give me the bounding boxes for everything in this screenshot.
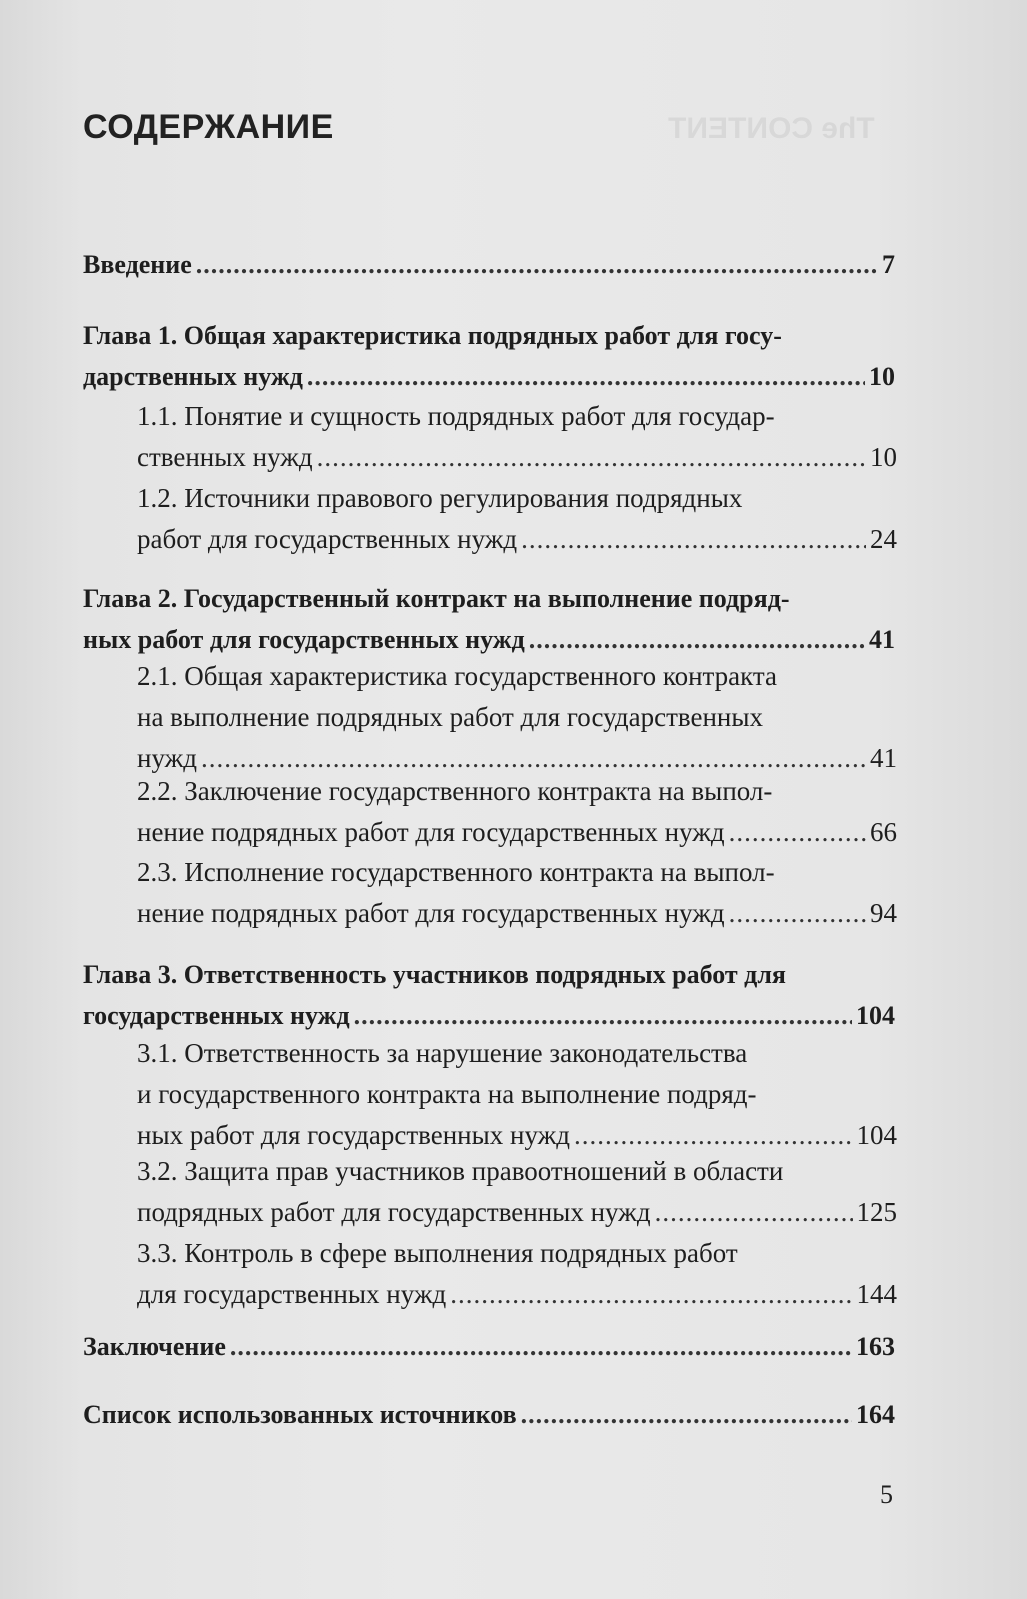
toc-entry-text: 2.2. Заключение государственного контракта на выпол- [137,776,773,806]
toc-entry-text: Глава 3. Ответственность участников подрядных работ для [83,960,786,989]
toc-entry-line [137,1233,897,1274]
dot-leader [521,519,866,560]
toc-chapter-entry [83,578,895,660]
toc-chapter-entry [83,1326,895,1367]
toc-page-number: 66 [870,817,897,847]
toc-entry-line [137,812,897,853]
page-number: 5 [880,1480,893,1509]
toc-section-entry [137,852,897,934]
toc-entry-line [137,519,897,560]
toc-entry-text: Глава 1. Общая характеристика подрядных работ для госу- [83,321,782,350]
toc-entry-line [137,852,897,893]
toc-page-number: 125 [856,1197,897,1227]
toc-page-number: 104 [856,1001,895,1030]
toc-entry-line [83,315,895,356]
toc-chapter-entry [83,244,895,285]
toc-section-entry [137,656,897,779]
toc-chapter-entry [83,954,895,1036]
toc-entry-text: для государственных нужд [137,1279,447,1309]
toc-entry-line [83,619,895,660]
toc-entry-text: подрядных работ для государственных нужд [137,1197,651,1227]
toc-entry-text: дарственных нужд [83,362,303,391]
toc-section-entry [137,478,897,560]
toc-entry-text: Введение [83,250,192,279]
toc-page-number: 10 [869,362,895,391]
toc-section-entry [137,771,897,853]
toc-entry-line [137,478,897,519]
toc-entry-text: 2.3. Исполнение государственного контракта на выпол- [137,857,775,887]
toc-entry-line [83,244,895,285]
toc-entry-text: 3.1. Ответственность за нарушение законодательства [137,1038,748,1068]
toc-entry-text: 3.2. Защита прав участников правоотношений в области [137,1156,784,1186]
toc-entry-line [137,1033,897,1074]
page-title: СОДЕРЖАНИЕ [83,108,334,146]
toc-page-number: 41 [869,625,895,654]
dot-leader [317,437,866,478]
toc-page-number: 104 [856,1120,897,1150]
toc-entry-line [83,1326,895,1367]
dot-leader [196,244,878,285]
toc-entry-line [83,954,895,995]
toc-page-number: 7 [882,250,895,279]
toc-entry-line [137,396,897,437]
dot-leader [529,619,865,660]
toc-page-number: 41 [870,743,897,773]
toc-page-number: 163 [856,1332,895,1361]
toc-page-number: 24 [870,524,897,554]
toc-page-number: 10 [870,442,897,472]
bleed-through-text: The CONTENT [668,112,875,145]
toc-entry-line [137,1192,897,1233]
toc-page-number: 144 [856,1279,897,1309]
toc-entry-text: 1.2. Источники правового регулирования подрядных [137,483,743,513]
toc-entry-text: ственных нужд [137,442,313,472]
toc-chapter-entry [83,1394,895,1435]
toc-entry-line [137,771,897,812]
toc-entry-line [137,1115,897,1156]
toc-entry-line [137,1274,897,1315]
dot-leader [307,356,865,397]
toc-chapter-entry [83,315,895,397]
toc-section-entry [137,1033,897,1156]
dot-leader [729,893,866,934]
dot-leader [450,1274,852,1315]
toc-entry-line [137,437,897,478]
toc-entry-text: Заключение [83,1332,226,1361]
toc-entry-line [137,893,897,934]
toc-entry-text: Глава 2. Государственный контракт на выполнение подряд- [83,584,790,613]
toc-entry-text: ных работ для государственных нужд [83,625,525,654]
toc-entry-text: 1.1. Понятие и сущность подрядных работ для государ- [137,401,775,431]
dot-leader [574,1115,853,1156]
dot-leader [354,995,852,1036]
dot-leader [521,1394,852,1435]
toc-entry-line [83,356,895,397]
toc-entry-text: и государственного контракта на выполнение подряд- [137,1079,757,1109]
toc-section-entry [137,1233,897,1315]
toc-entry-line [83,578,895,619]
toc-entry-text: на выполнение подрядных работ для государственных [137,702,764,732]
toc-entry-text: государственных нужд [83,1001,350,1030]
dot-leader [729,812,866,853]
toc-entry-text: ных работ для государственных нужд [137,1120,570,1150]
toc-entry-line [137,1151,897,1192]
toc-page-number: 164 [856,1400,895,1429]
dot-leader [655,1192,853,1233]
toc-entry-line [137,697,897,738]
toc-page-number: 94 [870,898,897,928]
toc-entry-text: 3.3. Контроль в сфере выполнения подрядных работ [137,1238,738,1268]
toc-entry-text: 2.1. Общая характеристика государственного контракта [137,661,778,691]
toc-entry-text: Список использованных источников [83,1400,517,1429]
toc-entry-text: нужд [137,743,197,773]
toc-entry-text: нение подрядных работ для государственных нужд [137,817,725,847]
dot-leader [230,1326,852,1367]
toc-entry-text: работ для государственных нужд [137,524,518,554]
toc-entry-line [83,1394,895,1435]
toc-entry-line [137,1074,897,1115]
toc-section-entry [137,396,897,478]
toc-entry-line [137,656,897,697]
toc-entry-text: нение подрядных работ для государственных нужд [137,898,725,928]
toc-entry-line [83,995,895,1036]
toc-section-entry [137,1151,897,1233]
